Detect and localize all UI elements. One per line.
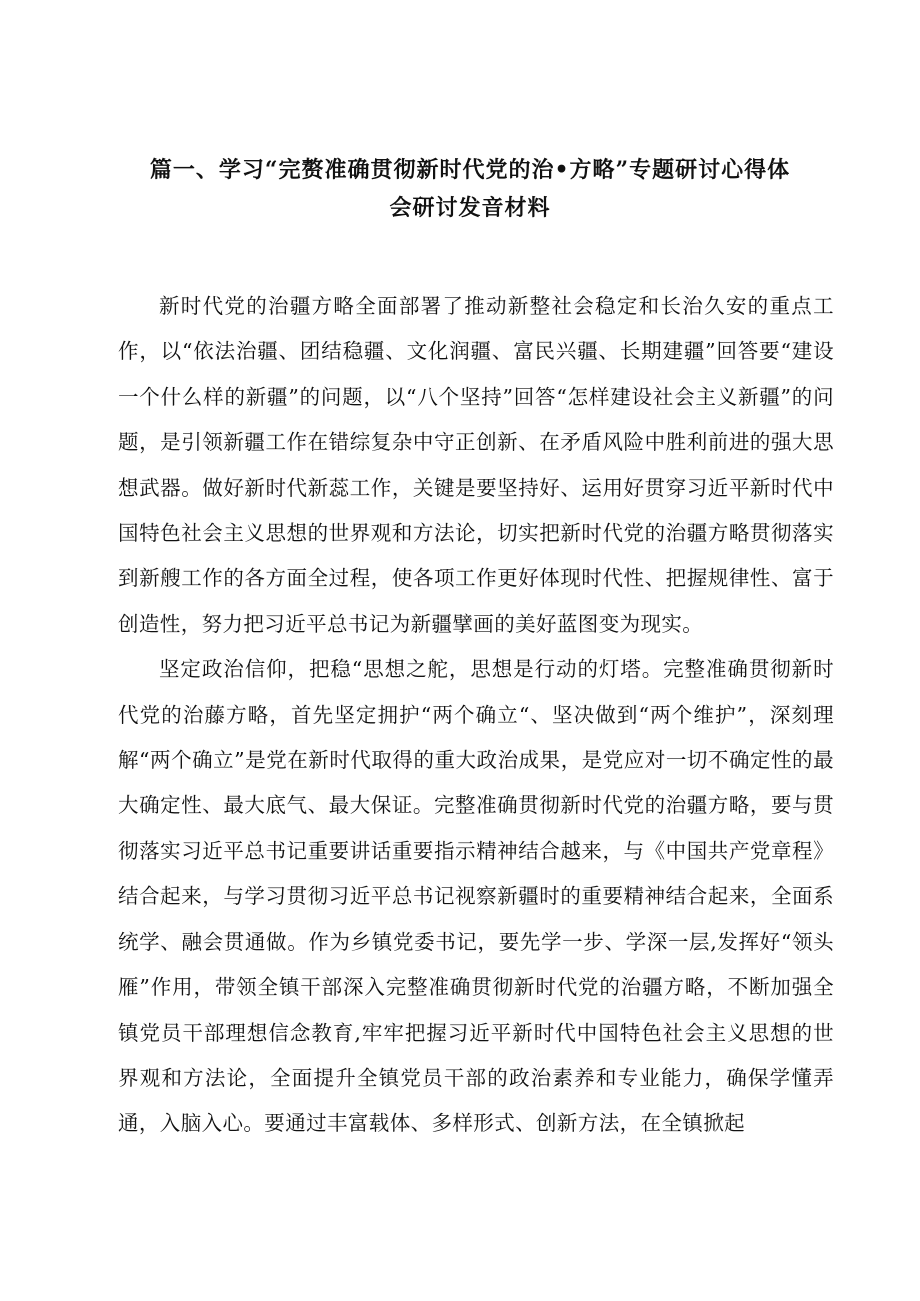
document-title	[110, 151, 830, 227]
title-line-1: 篇一、学习“完赘准确贯彻新时代党的治•方略”专题研讨心得体	[149, 157, 791, 183]
title-line-2: 会研讨发音材料	[389, 195, 551, 221]
paragraph-1: 新时代党的治疆方略全面部署了推动新整社会稳定和长治久安的重点工作，以“依法治疆、团结稳疆、文化润疆、富民兴疆、长期建疆”回答要“建设一个什么样的新疆”的问题，以“八个坚持”回答“怎样建设社会主义新疆”的问题，是引领新疆工作在错综复杂中守正创新、在矛盾风险中胜利前进的强大思想武器。做好新时代新蕊工作，关键是要坚持好、运用好贯穿习近平新时代中国特色社会主义思想的世界观和方法论，切实把新时代党的治疆方略贯彻落实到新艘工作的各方面全过程，使各项工作更好体现时代性、把握规律性、富于创造性，努力把习近平总书记为新疆擘画的美好蓝图变为现实。	[118, 294, 834, 636]
paragraph-2: 坚定政治信仰，把稳“思想之舵，思想是行动的灯塔。完整准确贯彻新时代党的治藤方略，首先坚定拥护“两个确立“、坚决做到“两个维护”，深刻理解“两个确立”是党在新时代取得的重大政治成果，是党应对一切不确定性的最大确定性、最大底气、最大保证。完整准确贯彻新时代党的治疆方略，要与贯彻落实习近平总书记重要讲话重要指示精神结合越来，与《中国共产党章程》结合起来，与学习贯彻习近平总书记视察新疆时的重要精神结合起来，全面系统学、融会贯通做。作为乡镇党委书记，要先学一步、学深一层,发挥好“领头雁”作用，带领全镇干部深入完整准确贯彻新时代党的治疆方略，不断加强全镇党员干部理想信念教育,牢牢把握习近平新时代中国特色社会主义思想的世界观和方法论，全面提升全镇党员干部的政治素养和专业能力，确保学懂弄通，入脑入心。要通过丰富载体、多样形式、创新方法，在全镇掀起	[118, 657, 834, 1136]
document-body	[118, 284, 834, 1147]
